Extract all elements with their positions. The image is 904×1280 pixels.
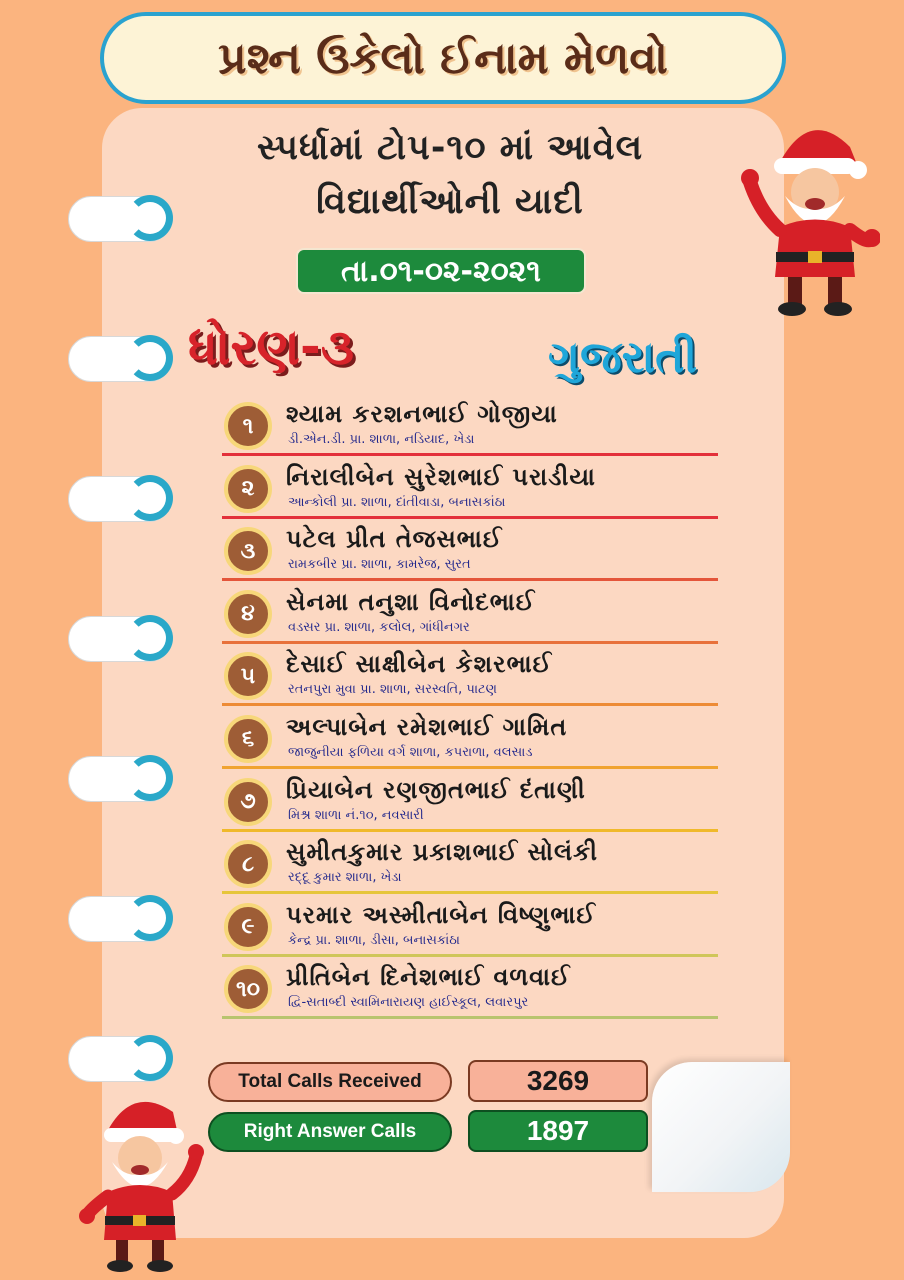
banner-title: પ્રશ્ન ઉકેલો ઈનામ મેળવો [218, 32, 668, 84]
page-curl-icon [652, 1062, 790, 1192]
list-item [222, 774, 722, 837]
list-item [222, 648, 722, 711]
school-name: ડી.એન.ડી. પ્રા. શાળા, નડિયાદ, ખેડા [288, 432, 475, 447]
winners-list [222, 398, 722, 1024]
student-name: નિરાલીબેન સુરેશભાઈ પરાડીયા [286, 462, 596, 491]
santa-illustration-icon [740, 112, 880, 317]
total-calls-value: 3269 [468, 1060, 648, 1102]
row-divider [222, 453, 718, 456]
row-divider [222, 578, 718, 581]
school-name: મિશ્ર શાળા નં.૧૦, નવસારી [288, 807, 424, 823]
rank-badge: ૪ [224, 590, 272, 638]
student-name: પરમાર અસ્મીતાબેન વિષ્ણુભાઈ [286, 900, 596, 929]
row-divider [222, 891, 718, 894]
list-item [222, 523, 722, 586]
school-name: રામકબીર પ્રા. શાળા, કામરેજ, સુરત [288, 557, 471, 573]
school-name: કેન્દ્ર પ્રા. શાળા, ડીસા, બનાસકાંઠા [288, 932, 460, 948]
total-calls-label: Total Calls Received [208, 1062, 452, 1102]
santa-illustration-icon [78, 1090, 208, 1275]
school-name: વડસર પ્રા. શાળા, કલોલ, ગાંધીનગર [288, 619, 470, 635]
row-divider [222, 1016, 718, 1019]
school-name: દ્વિ-સતાબ્દી સ્વામિનારાયણ હાઈસ્કૂલ, લવારપુર [288, 995, 529, 1011]
school-name: રતનપુરા મુવા પ્રા. શાળા, સરસ્વતિ, પાટણ [288, 682, 497, 698]
rank-badge: ૧૦ [224, 965, 272, 1013]
spiral-ring-icon [68, 756, 172, 802]
rank-badge: ૭ [224, 778, 272, 826]
rank-badge: ૫ [224, 652, 272, 700]
school-name: જાજુનીયા ફળિયા વર્ગ શાળા, કપરાળા, વલસાડ [288, 744, 533, 760]
list-item [222, 899, 722, 962]
student-name: અલ્પાબેન રમેશભાઈ ગામિત [286, 712, 568, 741]
student-name: પ્રીતિબેન દિનેશભાઈ વળવાઈ [286, 963, 571, 992]
student-name: પ્રિયાબેન રણજીતભાઈ દંતાણી [286, 775, 586, 804]
student-name: સુમીતકુમાર પ્રકાશભાઈ સોલંકી [286, 838, 598, 867]
rank-badge: ૯ [224, 903, 272, 951]
rank-badge: ૬ [224, 715, 272, 763]
heading-line-2: વિદ્યાર્થીઓની યાદી [316, 182, 584, 222]
student-name: પટેલ પ્રીત તેજસભાઈ [286, 525, 503, 554]
row-divider [222, 703, 718, 706]
spiral-ring-icon [68, 1036, 172, 1082]
list-item [222, 711, 722, 774]
rank-badge: ૩ [224, 527, 272, 575]
grade-label: ધોરણ-૩ [188, 318, 355, 376]
right-answer-label: Right Answer Calls [208, 1112, 452, 1152]
spiral-ring-icon [68, 616, 172, 662]
rank-badge: ૨ [224, 465, 272, 513]
row-divider [222, 954, 718, 957]
list-item [222, 586, 722, 649]
list-item [222, 461, 722, 524]
spiral-ring-icon [68, 476, 172, 522]
rank-badge: ૧ [224, 402, 272, 450]
school-name: આન્કોલી પ્રા. શાળા, દાંતીવાડા, બનાસકાંઠા [288, 494, 506, 510]
list-item [222, 961, 722, 1024]
row-divider [222, 516, 718, 519]
right-answer-value: 1897 [468, 1110, 648, 1152]
date-badge: તા.૦૧-૦૨-૨૦૨૧ [296, 248, 586, 294]
student-name: સેનમા તનુશા વિનોદભાઈ [286, 587, 536, 616]
list-item [222, 398, 722, 461]
title-banner [100, 12, 786, 104]
row-divider [222, 641, 718, 644]
row-divider [222, 829, 718, 832]
student-name: દેસાઈ સાક્ષીબેન કેશરભાઈ [286, 650, 553, 679]
spiral-ring-icon [68, 896, 172, 942]
school-name: રદ્દૂ કુમાર શાળા, ખેડા [288, 870, 402, 886]
student-name: શ્યામ કરશનભાઈ ગોજીયા [286, 400, 558, 428]
subject-label: ગુજરાતી [548, 332, 698, 383]
row-divider [222, 766, 718, 769]
heading-line-1: સ્પર્ધામાં ટોપ-૧૦ માં આવેલ [256, 128, 644, 168]
spiral-ring-icon [68, 336, 172, 382]
rank-badge: ૮ [224, 840, 272, 888]
list-item [222, 836, 722, 899]
